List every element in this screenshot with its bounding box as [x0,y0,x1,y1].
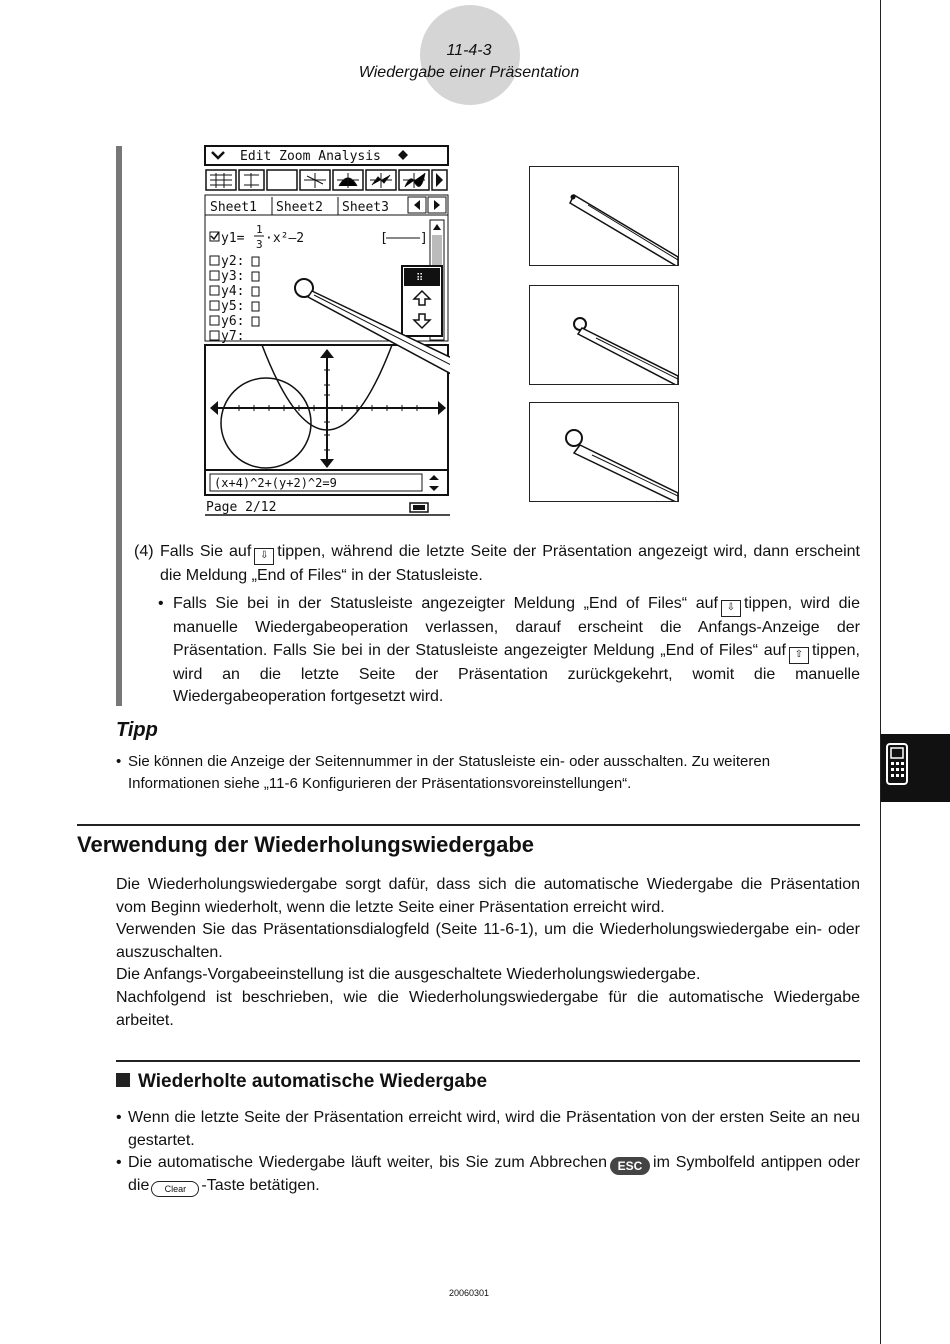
menu-bar-label: Edit Zoom Analysis [240,149,381,164]
svg-text:3: 3 [256,238,263,251]
esc-key-icon: ESC [610,1157,650,1175]
tip-heading: Tipp [116,719,158,741]
stylus-tip-icon [530,167,678,265]
svg-text:]: ] [420,231,428,246]
clear-key-icon: Clear [151,1181,199,1197]
page-down-button-icon: ⇩ [721,600,741,617]
calculator-screen [204,145,450,517]
step-label: (4) [134,543,154,560]
section-paragraph-2: Verwenden Sie das Präsentationsdialogfeld (Seite 11-6-1), um die Wiederholungswiedergabe ein- oder auszuschalten. [116,921,860,961]
zoom-panel-2 [529,285,679,385]
svg-text:y6:: y6: [221,314,245,329]
step-4: (4) Falls Sie auf ⇩ tippen, während die letzte Seite der Präsentation angezeigt wird, dann erscheint die Meldung „End of Files“ in der Statusleiste. [134,543,861,584]
zoom-panel-3 [529,402,679,502]
svg-text:y5:: y5: [221,299,245,314]
calculator-icon [881,734,950,802]
svg-text:y2:: y2: [221,254,245,269]
tab-sheet2: Sheet2 [276,200,323,215]
svg-text:1: 1 [256,223,263,236]
section-title: Verwendung der Wiederholungswiedergabe [77,832,534,857]
svg-text:[: [ [380,231,388,246]
section-paragraph-3: Die Anfangs-Vorgabeeinstellung ist die ausgeschaltete Wiederholungswiedergabe. [116,966,701,983]
zoom-panel-1 [529,166,679,266]
svg-text:y4:: y4: [221,284,245,299]
section-rule [77,824,860,826]
svg-text:y3:: y3: [221,269,245,284]
page-up-button-icon: ⇧ [789,647,809,664]
square-bullet-icon [116,1073,130,1087]
formula-input: (x+4)^2+(y+2)^2=9 [214,476,337,490]
status-page: Page 2/12 [206,500,277,515]
stylus-press-icon [530,403,678,501]
subsection-bullet-2: • Die automatische Wiedergabe läuft weiter, bis Sie zum Abbrechen ESC im Symbolfeld antippen oder die Clear -Taste betätigen. [116,1152,860,1198]
stylus-touch-icon [530,286,678,384]
y1-tail: ·x²–2 [265,231,305,246]
right-margin-rule [880,0,881,1344]
subsection-rule [116,1060,860,1062]
tip-text: • Sie können die Anzeige der Seitennummer in der Statusleiste ein- oder ausschalten. Zu weiteren Informationen siehe „11-6 Konfigurieren der Präsentationsvoreinstellungen“. [116,753,771,792]
tab-sheet3: Sheet3 [342,200,389,215]
section-paragraph-1: Die Wiederholungswiedergabe sorgt dafür, dass sich die automatische Wiedergabe die Präsentation vom Beginn wiederholt, wenn die letzte Seite einer Präsentation erreicht wird. [116,876,860,916]
y1-label: y1= [221,231,245,246]
subsection-title: Wiederholte automatische Wiedergabe [116,1071,487,1093]
chapter-tab [881,734,950,802]
footer-code: 20060301 [448,1288,490,1298]
page-down-button-icon: ⇩ [254,548,274,565]
change-bar [116,146,122,706]
svg-text:⠿: ⠿ [416,273,424,284]
step-4-bullet: • Falls Sie bei in der Statusleiste angezeigter Meldung „End of Files“ auf ⇩ tippen, wird die manuelle Wiedergabeoperation verlassen, darauf erscheint die Anfangs-Anzeige der Präsentation. Falls Sie bei in der Statusleiste angezeigter Meldung „End of Files“ auf ⇧ tippen, wird an die letzte Seite der Präsentation zurückgekehrt, womit die manuelle Wiedergabeoperation fortgesetzt wird. [158,595,860,705]
section-number: 11-4-3 [446,42,492,59]
subsection-bullet-1: • Wenn die letzte Seite der Präsentation erreicht wird, wird die Präsentation von der ersten Seite an neu gestartet. [116,1109,860,1149]
page-title: Wiedergabe einer Präsentation [358,64,580,81]
tab-sheet1: Sheet1 [210,200,257,215]
svg-text:y7:: y7: [221,329,245,344]
section-paragraph-4: Nachfolgend ist beschrieben, wie die Wiederholungswiedergabe für die automatische Wiedergabe arbeitet. [116,989,860,1029]
